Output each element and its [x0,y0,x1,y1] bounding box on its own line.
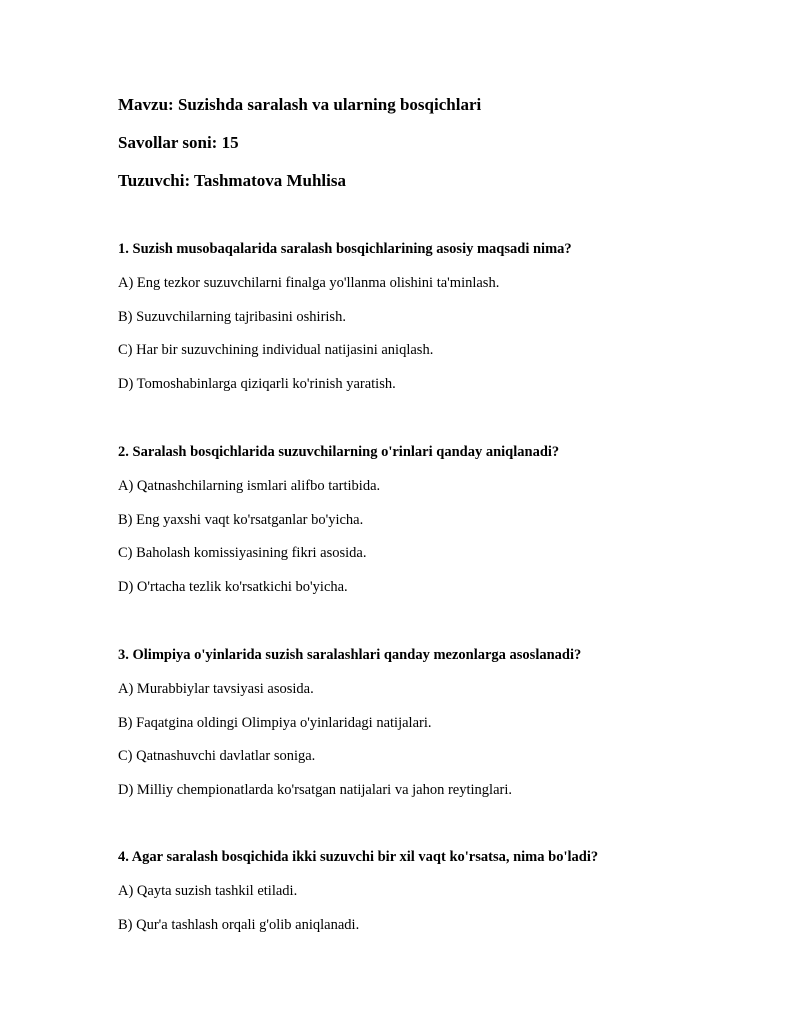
answer-option: B) Suzuvchilarning tajribasini oshirish. [118,309,346,325]
question-block [118,646,778,798]
question-title: 4. Agar saralash bosqichida ikki suzuvchi bir xil vaqt ko'rsatsa, nima bo'ladi? [118,849,599,865]
answer-option: B) Eng yaxshi vaqt ko'rsatganlar bo'yicha. [118,512,364,528]
answer-option: C) Har bir suzuvchining individual natijasini aniqlash. [118,342,434,358]
question-block [118,240,778,392]
question-count-heading: Savollar soni: 15 [118,133,239,152]
question-title: 1. Suzish musobaqalarida saralash bosqichlarining asosiy maqsadi nima? [118,241,572,257]
author-heading: Tuzuvchi: Tashmatova Muhlisa [118,171,346,190]
answer-option: A) Qatnashchilarning ismlari alifbo tartibida. [118,478,381,494]
answer-option: C) Baholash komissiyasining fikri asosida. [118,545,367,561]
question-title: 3. Olimpiya o'yinlarida suzish saralashlari qanday mezonlarga asoslanadi? [118,647,582,663]
answer-option: B) Qur'a tashlash orqali g'olib aniqlanadi. [118,917,360,933]
question-block [118,848,778,933]
answer-option: D) O'rtacha tezlik ko'rsatkichi bo'yicha. [118,579,348,595]
answer-option: C) Qatnashuvchi davlatlar soniga. [118,748,316,764]
topic-heading: Mavzu: Suzishda saralash va ularning bosqichlari [118,95,482,114]
answer-option: D) Tomoshabinlarga qiziqarli ko'rinish yaratish. [118,376,396,392]
answer-option: A) Eng tezkor suzuvchilarni finalga yo'llanma olishini ta'minlash. [118,275,500,291]
question-title: 2. Saralash bosqichlarida suzuvchilarning o'rinlari qanday aniqlanadi? [118,444,560,460]
answer-option: A) Murabbiylar tavsiyasi asosida. [118,681,314,697]
answer-option: D) Milliy chempionatlarda ko'rsatgan natijalari va jahon reytinglari. [118,782,512,798]
answer-option: A) Qayta suzish tashkil etiladi. [118,883,298,899]
question-block [118,443,778,595]
answer-option: B) Faqatgina oldingi Olimpiya o'yinlaridagi natijalari. [118,715,432,731]
